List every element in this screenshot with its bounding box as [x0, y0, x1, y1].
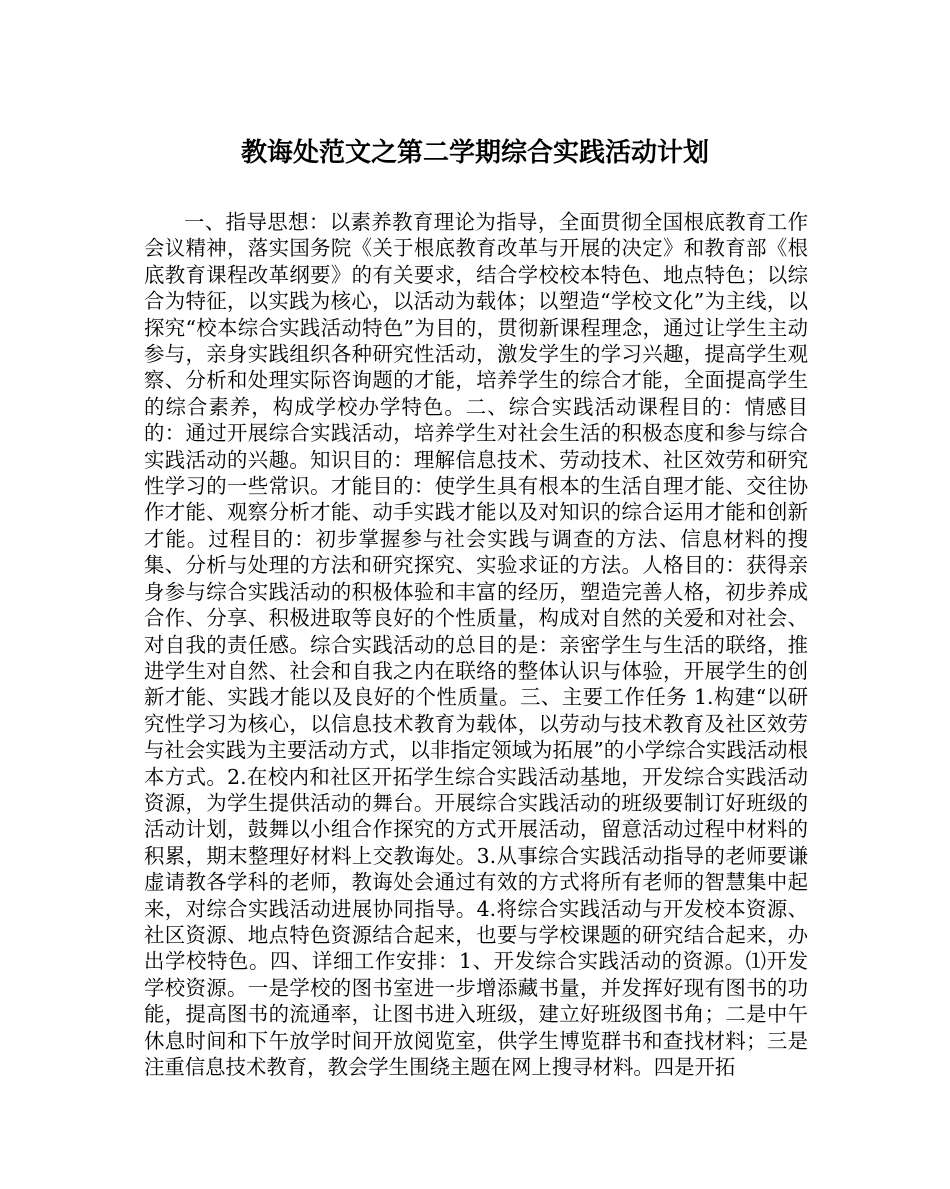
document-title: 教诲处范文之第二学期综合实践活动计划 — [240, 138, 709, 168]
document-body-text: 一、指导思想：以素养教育理论为指导，全面贯彻全国根底教育工作会议精神，落实国务院《关于根底教育改革与开展的决定》和教育部《根底教育课程改革纲要》的有关要求，结合学校校本特色、地点特色；以综合为特征，以实践为核心，以活动为载体；以塑造“学校文化”为主线，以探究“校本综合实践活动特色”为目的，贯彻新课程理念，通过让学生主动参与，亲身实践组织各种研究性活动，激发学生的学习兴趣，提高学生观察、分析和处理实际咨询题的才能，培养学生的综合才能，全面提高学生的综合素养，构成学校办学特色。二、综合实践活动课程目的：情感目的：通过开展综合实践活动，培养学生对社会生活的积极态度和参与综合实践活动的兴趣。知识目的：理解信息技术、劳动技术、社区效劳和研究性学习的一些常识。才能目的：使学生具有根本的生活自理才能、交往协作才能、观察分析才能、动手实践才能以及对知识的综合运用才能和创新才能。过程目的：初步掌握参与社会实践与调查的方法、信息材料的搜集、分析与处理的方法和研究探究、实验求证的方法。人格目的：获得亲身参与综合实践活动的积极体验和丰富的经历，塑造完善人格，初步养成合作、分享、积极进取等良好的个性质量，构成对自然的关爱和对社会、对自我的责任感。综合实践活动的总目的是：亲密学生与生活的联络，推进学生对自然、社会和自我之内在联络的整体认识与体验，开展学生的创新才能、实践才能以及良好的个性质量。三、主要工作任务 1.构建“以研究性学习为核心，以信息技术教育为载体，以劳动与技术教育及社区效劳与社会实践为主要活动方式，以非指定领域为拓展”的小学综合实践活动根本方式。2.在校内和社区开拓学生综合实践活动基地，开发综合实践活动资源，为学生提供活动的舞台。开展综合实践活动的班级要制订好班级的活动计划，鼓舞以小组合作探究的方式开展活动，留意活动过程中材料的积累，期末整理好材料上交教诲处。3.从事综合实践活动指导的老师要谦虚请教各学科的老师，教诲处会通过有效的方式将所有老师的智慧集中起来，对综合实践活动进展协同指导。4.将综合实践活动与开发校本资源、社区资源、地点特色资源结合起来，也要与学校课题的研究结合起来，办出学校特色。四、详细工作安排：1、开发综合实践活动的资源。⑴开发学校资源。一是学校的图书室进一步增添藏书量，并发挥好现有图书的功能，提高图书的流通率，让图书进入班级，建立好班级图书角；二是中午休息时间和下午放学时间开放阅览室，供学生博览群书和查找材料；三是注重信息技术教育，教会学生围绕主题在网上搜寻材料。四是开拓 — [144, 210, 808, 1079]
